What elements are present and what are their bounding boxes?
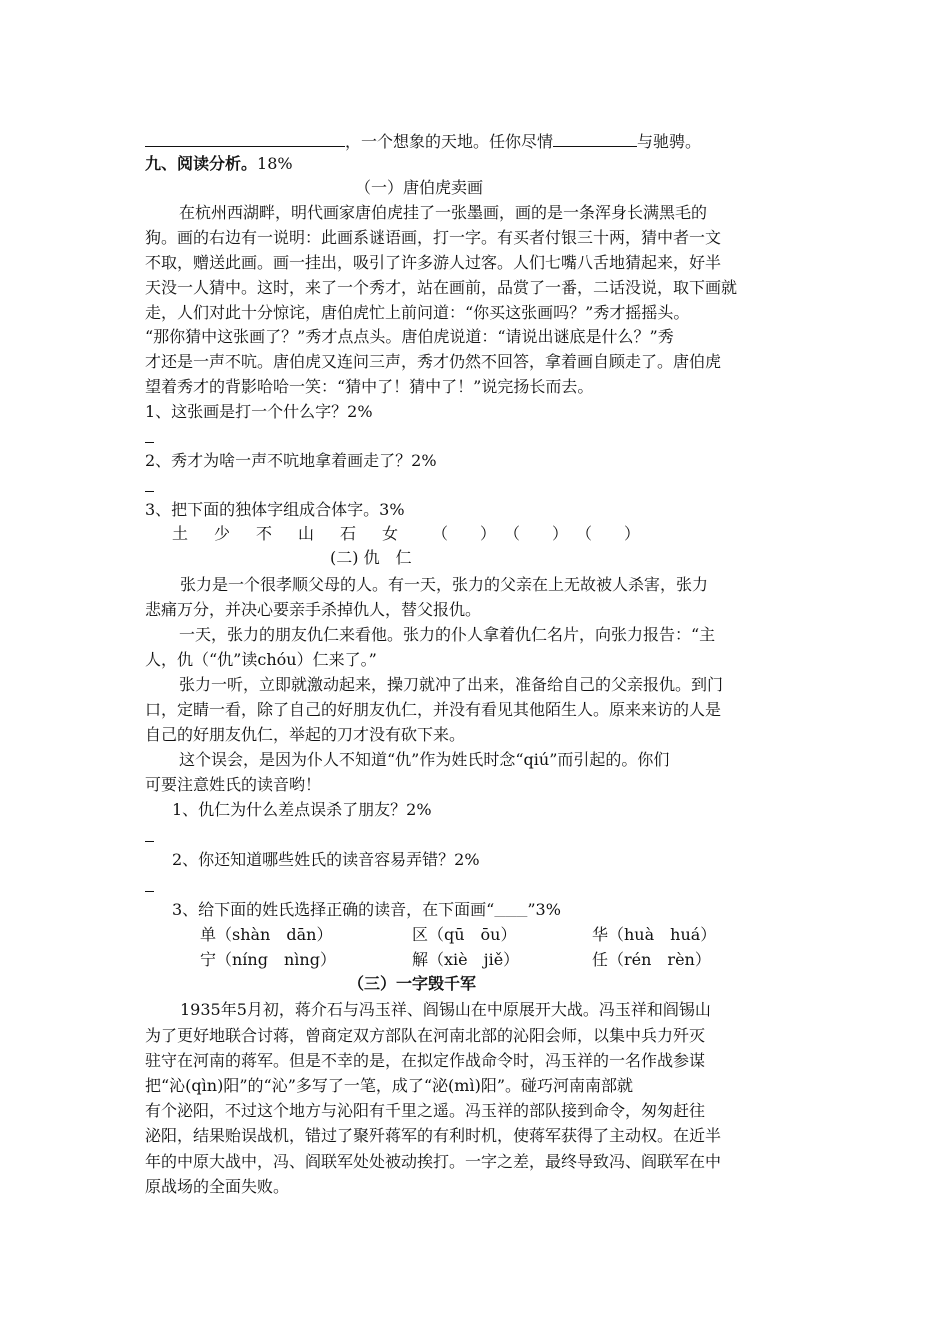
surname-option[interactable]: 解（xiè jiě）	[412, 950, 520, 969]
passage-line: 1935年5月初，蒋介石与冯玉祥、阎锡山在中原展开大战。冯玉祥和阎锡山	[180, 1000, 711, 1019]
question: 1、这张画是打一个什么字？2%	[145, 402, 373, 421]
surname-option[interactable]: 任（rén rèn）	[592, 950, 711, 969]
passage-line: 张力是一个很孝顺父母的人。有一天，张力的父亲在上无故被人杀害，张力	[180, 575, 709, 594]
passage-line: 狗。画的右边有一说明：此画系谜语画，打一字。有买者付银三十两，猜中者一文	[145, 228, 722, 247]
character: 石	[340, 524, 357, 543]
passage-line: 可要注意姓氏的读音哟！	[145, 775, 322, 794]
passage-line: 年的中原大战中，冯、阎联军处处被动挨打。一字之差，最终导致冯、阎联军在中	[145, 1152, 722, 1171]
passage-title: (二) 仇 仁	[330, 548, 412, 567]
passage-line: 人，仇（“仇”读chóu）仁来了。”	[145, 650, 377, 669]
passage-line: 才还是一声不吭。唐伯虎又连问三声，秀才仍然不回答，拿着画自顾走了。唐伯虎	[145, 352, 722, 371]
passage-line: 走，人们对此十分惊诧，唐伯虎忙上前问道：“你买这张画吗？”秀才摇摇头。	[145, 303, 690, 322]
passage-line: 口，定睛一看，除了自己的好朋友仇仁，并没有看见其他陌生人。原来来访的人是	[145, 700, 722, 719]
passage-line: 不取，赠送此画。画一挂出，吸引了许多游人过客。人们七嘴八舌地猜起来，好半	[145, 253, 722, 272]
passage-line: 把“沁(qìn)阳”的“沁”多写了一笔，成了“泌(mì)阳”。碰巧河南南部就	[145, 1076, 634, 1095]
question-text: 3、给下面的姓氏选择正确的读音，在下面画“	[172, 900, 495, 919]
surname-option[interactable]: 单（shàn dān）	[200, 925, 333, 944]
question: 3、把下面的独体字组成合体字。3%	[145, 500, 405, 519]
passage-line: 驻守在河南的蒋军。但是不幸的是，在拟定作战命令时，冯玉祥的一名作战参谋	[145, 1051, 706, 1070]
answer-line[interactable]	[145, 491, 154, 492]
passage-line: “那你猜中这张画了？”秀才点点头。唐伯虎说道：“请说出谜底是什么？”秀	[145, 327, 674, 346]
passage-line: 自己的好朋友仇仁，举起的刀才没有砍下来。	[145, 725, 466, 744]
answer-parentheses[interactable]: （ ）	[576, 524, 641, 543]
passage-line: 在杭州西湖畔，明代画家唐伯虎挂了一张墨画，画的是一条浑身长满黑毛的	[179, 203, 708, 222]
question: 2、秀才为啥一声不吭地拿着画走了？2%	[145, 451, 437, 470]
passage-title: （三）一字毁千军	[348, 974, 477, 993]
character: 山	[298, 524, 315, 543]
question: 2、你还知道哪些姓氏的读音容易弄错？2%	[172, 850, 480, 869]
question-text: ”3%	[527, 900, 561, 919]
passage-line: 一天，张力的朋友仇仁来看他。张力的仆人拿着仇仁名片，向张力报告：“主	[179, 625, 716, 644]
fill-in-line	[145, 128, 701, 154]
option-row	[200, 948, 711, 972]
answer-line[interactable]	[145, 442, 154, 443]
passage-line: 这个误会，是因为仆人不知道“仇”作为姓氏时念“qiú”而引起的。你们	[179, 750, 670, 769]
passage-line: 泌阳，结果贻误战机，错过了聚歼蒋军的有利时机，使蒋军获得了主动权。在近半	[145, 1126, 722, 1145]
passage-line: 原战场的全面失败。	[145, 1177, 290, 1196]
passage-line: 天没一人猜中。这时，来了一个秀才，站在画前，品赏了一番，二话没说，取下画就	[145, 278, 738, 297]
line-text: ，一个想象的天地。任你尽情	[345, 132, 554, 151]
answer-blank[interactable]	[553, 128, 637, 147]
passage-title: （一）唐伯虎卖画	[355, 178, 484, 197]
character: 少	[214, 524, 231, 543]
passage-line: 有个泌阳，不过这个地方与沁阳有千里之遥。冯玉祥的部队接到命令，匆匆赶往	[145, 1101, 706, 1120]
answer-parentheses[interactable]: （ ）	[432, 524, 497, 543]
option-row	[200, 923, 716, 947]
character: 土	[172, 524, 189, 543]
passage-line: 为了更好地联合讨蒋，曾商定双方部队在河南北部的沁阳会师，以集中兵力歼灭	[145, 1026, 706, 1045]
surname-option[interactable]: 宁（níng nìng）	[200, 950, 336, 969]
passage-line: 望着秀才的背影哈哈一笑：“猜中了！猜中了！”说完扬长而去。	[145, 377, 594, 396]
section-heading	[145, 152, 293, 176]
question	[172, 898, 561, 924]
section-score: 18%	[257, 154, 293, 173]
underline-mark: ＿＿＿	[494, 905, 528, 918]
line-text: 与驰骋。	[637, 132, 702, 151]
character-row	[172, 522, 648, 546]
character: 不	[256, 524, 273, 543]
passage-line: 张力一听，立即就激动起来，操刀就冲了出来，准备给自己的父亲报仇。到门	[179, 675, 724, 694]
section-title: 九、阅读分析。	[145, 154, 258, 173]
surname-option[interactable]: 区（qū ōu）	[412, 925, 517, 944]
answer-line[interactable]	[145, 841, 154, 842]
answer-blank[interactable]	[145, 128, 345, 147]
character: 女	[382, 524, 399, 543]
passage-line: 悲痛万分，并决心要亲手杀掉仇人，替父报仇。	[145, 600, 482, 619]
answer-line[interactable]	[145, 891, 154, 892]
answer-parentheses[interactable]: （ ）	[504, 524, 569, 543]
surname-option[interactable]: 华（huà huá）	[592, 925, 717, 944]
question: 1、仇仁为什么差点误杀了朋友？2%	[172, 800, 432, 819]
